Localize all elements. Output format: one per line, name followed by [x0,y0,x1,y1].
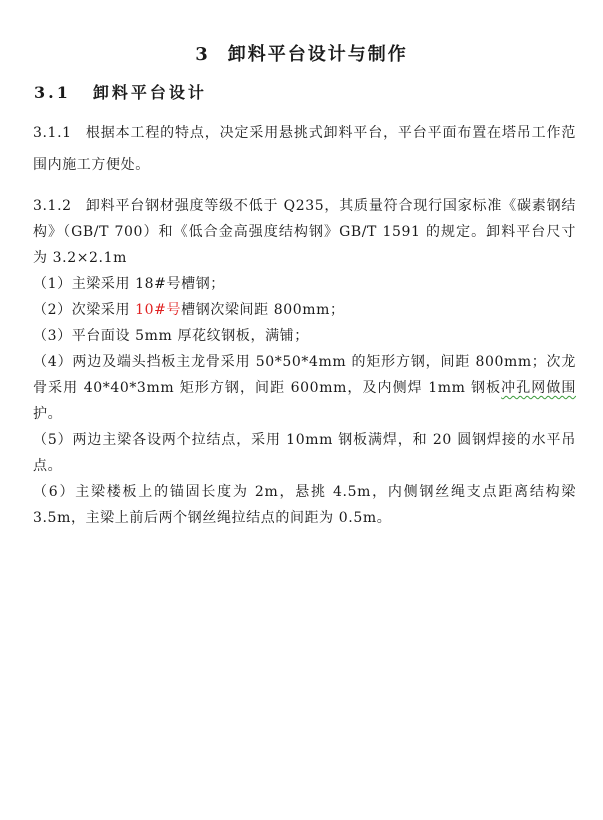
chapter-number: 3 [195,44,210,65]
chapter-title-text: 卸料平台设计与制作 [227,44,408,65]
list-item-3: （3）平台面设 5mm 厚花纹钢板，满铺； [33,328,309,344]
list-item-6: （6）主梁楼板上的锚固长度为 2m，悬挑 4.5m，内侧钢丝绳支点距离结构梁 3.5m，主梁上前后两个钢丝绳拉结点的间距为 0.5m。 [33,484,576,526]
section-title [34,80,207,103]
list-item-text: 槽钢次梁间距 800mm； [181,302,345,318]
paragraph-number: 3.1.1 [33,125,72,141]
list-item-2 [33,297,576,323]
chapter-title [0,40,603,66]
paragraph-3-1-2 [33,193,576,271]
paragraph-text: 卸料平台钢材强度等级不低于 Q235，其质量符合现行国家标准《碳素钢结构》（GB/T 700）和《低合金高强度结构钢》GB/T 1591 的规定。卸料平台尺寸为 3.2×2.1m [33,198,576,266]
paragraph-text: 根据本工程的特点，决定采用悬挑式卸料平台，平台平面布置在塔吊工作范围内施工方便处。 [33,125,576,173]
list-item-text: 护。 [33,406,63,422]
paragraph-number: 3.1.2 [33,198,72,214]
highlighted-text: 10#号 [135,302,182,318]
paragraph-3-1-1 [33,117,576,181]
list-item-1: （1）主梁采用 18#号槽钢； [33,276,225,292]
list-item-5: （5）两边主梁各设两个拉结点，采用 10mm 钢板满焊，和 20 圆钢焊接的水平吊点。 [33,432,576,474]
list-item-text: （2）次梁采用 [33,302,136,318]
list-item-text: （4）两边及端头挡板主龙骨采用 50*50*4mm 的矩形方钢，间距 800mm；次龙骨采用 40*40*3mm 矩形方钢，间距 600mm，及内侧焊 1mm 钢板 [33,354,576,396]
spellcheck-underlined-text: 冲孔网做围 [501,380,577,396]
section-title-text: 卸料平台设计 [92,83,207,102]
list-item-4 [33,349,576,427]
section-number: 3.1 [34,83,71,102]
document-body [33,117,576,531]
